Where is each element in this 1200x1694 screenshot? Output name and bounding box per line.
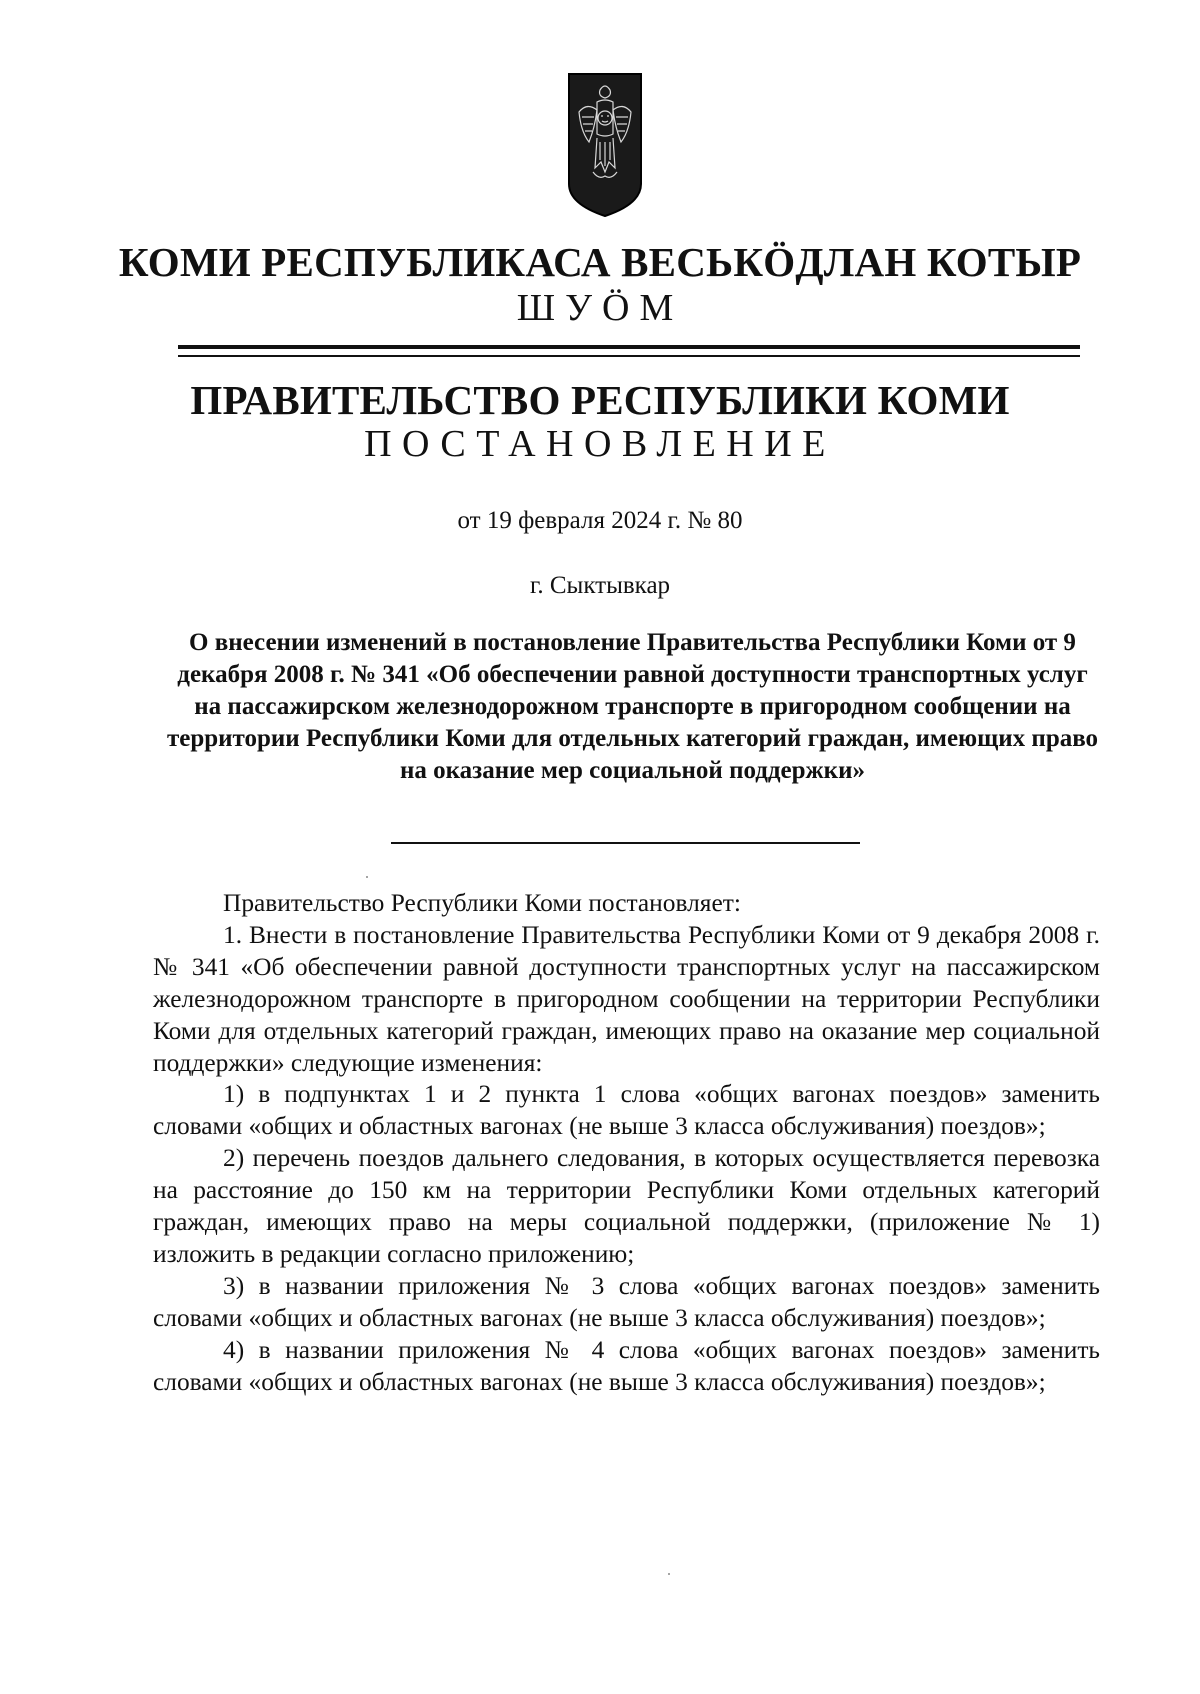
- header-divider-thick: [178, 345, 1080, 349]
- gov-org-title: ПРАВИТЕЛЬСТВО РЕСПУБЛИКИ КОМИ: [190, 377, 1010, 423]
- body-paragraph: 4) в названии приложения № 4 слова «общих вагонах поездов» заменить словами «общих и областных вагонах (не выше 3 класса обслуживания) поездов»;: [153, 1335, 1100, 1396]
- scan-speck: [668, 1573, 670, 1575]
- body-paragraph: 1. Внести в постановление Правительства Республики Коми от 9 декабря 2008 г. № 341 «Об обеспечении равной доступности транспортных услуг на пассажирском железнодорожном транспорте в пригородном сообщении на территории Республики Коми для отдельных категорий граждан, имеющих право на оказание мер социальной поддержки» следующие изменения:: [153, 920, 1100, 1077]
- komi-coat-of-arms-icon: [567, 72, 643, 218]
- komi-org-title: КОМИ РЕСПУБЛИКАСА ВЕСЬКӦДЛАН КОТЫР: [118, 239, 1082, 285]
- document-city: г. Сыктывкар: [529, 572, 671, 599]
- document-subject: О внесении изменений в постановление Правительства Республики Коми от 9 декабря 2008 г. № 341 «Об обеспечении равной доступности транспортных услуг на пассажирском железнодорожном транспорте в пригородном сообщении на территории Республики Коми для отдельных категорий граждан, имеющих право на оказание мер социальной поддержки»: [166, 629, 1099, 784]
- header-divider-thin: [178, 355, 1080, 357]
- body-paragraph: 1) в подпунктах 1 и 2 пункта 1 слова «общих вагонах поездов» заменить словами «общих и областных вагонах (не выше 3 класса обслуживания) поездов»;: [153, 1080, 1100, 1141]
- document-date-number: от 19 февраля 2024 г. № 80: [457, 507, 743, 534]
- document-body: [153, 888, 1100, 1399]
- gov-doc-type: ПОСТАНОВЛЕНИЕ: [364, 423, 836, 465]
- body-paragraph: 3) в названии приложения № 3 слова «общих вагонах поездов» заменить словами «общих и областных вагонах (не выше 3 класса обслуживания) поездов»;: [153, 1271, 1100, 1332]
- scan-speck: [366, 876, 368, 878]
- subject-underline: [391, 842, 860, 844]
- komi-doc-type: ШУӦМ: [516, 287, 684, 329]
- body-preamble: Правительство Республики Коми постановляет:: [223, 889, 741, 917]
- body-paragraph: 2) перечень поездов дальнего следования, в которых осуществляется перевозка на расстояние до 150 км на территории Республики Коми отдельных категорий граждан, имеющих право на меры социальной поддержки, (приложение № 1) изложить в редакции согласно приложению;: [153, 1144, 1100, 1268]
